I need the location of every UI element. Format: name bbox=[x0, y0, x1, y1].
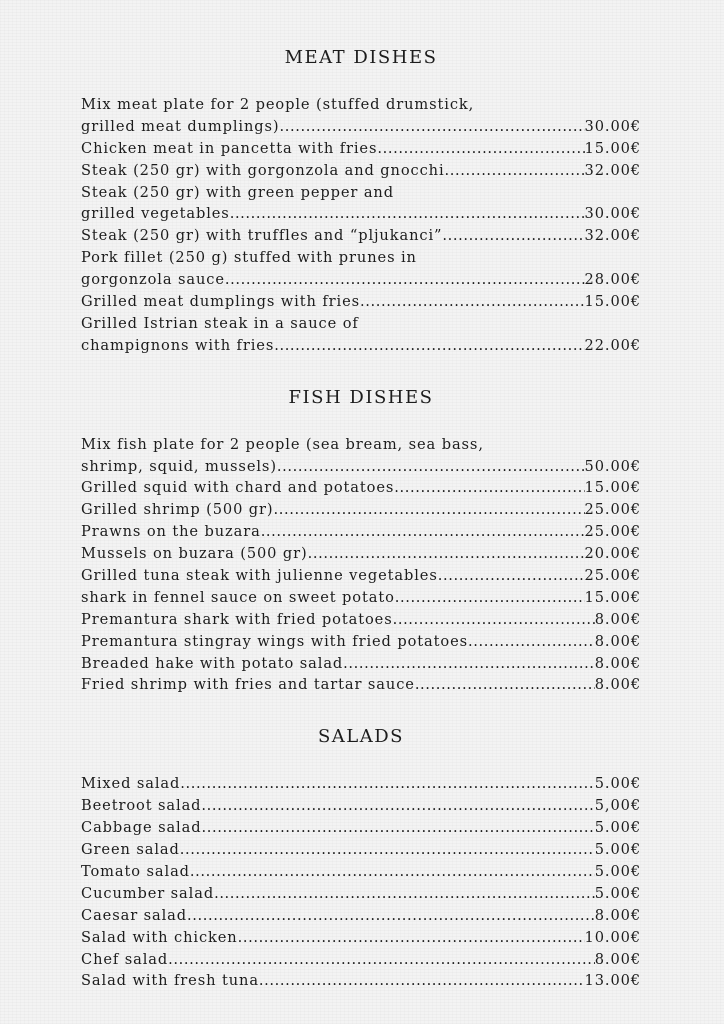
menu-item bbox=[81, 182, 641, 226]
menu-item-name: Mix meat plate for 2 people (stuffed drumstick, bbox=[81, 96, 475, 113]
menu-item-price: 25.00€ bbox=[584, 523, 641, 541]
menu-item bbox=[81, 861, 641, 883]
menu-item-price: 25.00€ bbox=[584, 501, 641, 519]
menu-item-name: grilled vegetables bbox=[81, 205, 230, 223]
menu-item-line-with-price bbox=[81, 653, 641, 675]
menu-item-line-with-price bbox=[81, 335, 641, 357]
menu-item-name: grilled meat dumplings) bbox=[81, 117, 280, 135]
dot-leader bbox=[438, 565, 585, 587]
menu-item bbox=[81, 817, 641, 839]
section-fish-dishes bbox=[81, 384, 641, 697]
dot-leader bbox=[308, 543, 585, 565]
dot-leader bbox=[238, 927, 585, 949]
menu-item bbox=[81, 949, 641, 971]
menu-item-price: 8.00€ bbox=[594, 676, 641, 694]
menu-item-line-with-price bbox=[81, 674, 641, 696]
menu-item-price: 5.00€ bbox=[594, 841, 641, 859]
menu-item bbox=[81, 477, 641, 499]
menu-item-name: Premantura stingray wings with fried potatoes bbox=[81, 632, 468, 650]
menu-item bbox=[81, 313, 641, 357]
menu-item-name: Premantura shark with fried potatoes bbox=[81, 610, 393, 628]
menu-item-line-with-price bbox=[81, 631, 641, 653]
menu-item-name: Breaded hake with potato salad bbox=[81, 654, 344, 672]
dot-leader bbox=[277, 456, 585, 478]
menu-item-line bbox=[81, 247, 641, 269]
menu-item-name: Green salad bbox=[81, 841, 180, 859]
menu-item-name: Salad with chicken bbox=[81, 928, 238, 946]
menu-item-price: 32.00€ bbox=[584, 227, 641, 245]
menu-item-price: 30.00€ bbox=[584, 117, 641, 135]
menu-item-price: 13.00€ bbox=[584, 972, 641, 990]
dot-leader bbox=[274, 499, 585, 521]
menu-item-name: Caesar salad bbox=[81, 906, 188, 924]
section-title: MEAT DISHES bbox=[284, 47, 438, 68]
dot-leader bbox=[394, 477, 584, 499]
menu-item-name: Cabbage salad bbox=[81, 819, 202, 837]
menu-item-name: shark in fennel sauce on sweet potato bbox=[81, 588, 395, 606]
section-meat-dishes bbox=[81, 44, 641, 357]
menu-item-line-with-price bbox=[81, 521, 641, 543]
menu-item bbox=[81, 565, 641, 587]
section-title: SALADS bbox=[317, 726, 405, 748]
menu-item-line-with-price bbox=[81, 905, 641, 927]
dot-leader bbox=[230, 203, 585, 225]
menu-item-name: Grilled tuna steak with julienne vegetables bbox=[81, 567, 438, 585]
menu-item-line-with-price bbox=[81, 861, 641, 883]
menu-item bbox=[81, 773, 641, 795]
dot-leader bbox=[274, 335, 584, 357]
dot-leader bbox=[214, 883, 595, 905]
menu-item-name: shrimp, squid, mussels) bbox=[81, 457, 277, 475]
menu-item-line-with-price bbox=[81, 269, 641, 291]
menu-item-name: Steak (250 gr) with green pepper and bbox=[81, 183, 394, 201]
menu-item-price: 8.00€ bbox=[594, 906, 641, 924]
menu-item-name: Pork fillet (250 g) stuffed with prunes in bbox=[81, 249, 417, 267]
dot-leader bbox=[225, 269, 585, 291]
menu-item-price: 8.00€ bbox=[594, 632, 641, 650]
menu-item bbox=[81, 94, 641, 138]
menu-item-name: Fried shrimp with fries and tartar sauce bbox=[81, 676, 415, 694]
menu-item-name: Cucumber salad bbox=[81, 884, 215, 902]
menu-item-price: 8.00€ bbox=[594, 610, 641, 628]
menu-item-line-with-price bbox=[81, 565, 641, 587]
menu-item-line bbox=[81, 182, 641, 204]
menu-item-price: 30.00€ bbox=[584, 205, 641, 223]
menu-item-line-with-price bbox=[81, 883, 641, 905]
menu-item-price: 5.00€ bbox=[594, 862, 641, 880]
menu-item-price: 5.00€ bbox=[594, 884, 641, 902]
menu-item-price: 5,00€ bbox=[594, 797, 641, 815]
menu-item-name: Grilled shrimp (500 gr) bbox=[81, 501, 274, 519]
section-title: FISH DISHES bbox=[288, 386, 434, 408]
menu-item-line-with-price bbox=[81, 203, 641, 225]
menu-item-line-with-price bbox=[81, 138, 641, 160]
dot-leader bbox=[377, 138, 584, 160]
menu-item bbox=[81, 883, 641, 905]
dot-leader bbox=[180, 839, 595, 861]
menu-item-name: gorgonzola sauce bbox=[81, 271, 225, 289]
menu-item-price: 10.00€ bbox=[584, 928, 641, 946]
dot-leader bbox=[442, 225, 584, 247]
menu-item bbox=[81, 499, 641, 521]
menu-item-line bbox=[81, 94, 641, 116]
menu-item-price: 8.00€ bbox=[594, 950, 641, 968]
dot-leader bbox=[468, 631, 595, 653]
menu-item-price: 32.00€ bbox=[584, 161, 641, 179]
menu-item bbox=[81, 674, 641, 696]
menu-item bbox=[81, 631, 641, 653]
dot-leader bbox=[415, 674, 595, 696]
menu-item-price: 25.00€ bbox=[584, 567, 641, 585]
menu-item bbox=[81, 927, 641, 949]
menu-item-line-with-price bbox=[81, 949, 641, 971]
dot-leader bbox=[360, 291, 585, 313]
menu-item-line bbox=[81, 434, 641, 456]
menu-item-line bbox=[81, 313, 641, 335]
menu-item bbox=[81, 225, 641, 247]
menu-item-line-with-price bbox=[81, 970, 641, 992]
menu-item-line-with-price bbox=[81, 225, 641, 247]
menu-item bbox=[81, 970, 641, 992]
menu-item-line-with-price bbox=[81, 587, 641, 609]
menu-item-price: 5.00€ bbox=[594, 819, 641, 837]
menu-item-name: Beetroot salad bbox=[81, 797, 202, 815]
menu-item-name: Prawns on the buzara bbox=[81, 523, 261, 541]
menu-item-price: 15.00€ bbox=[584, 293, 641, 311]
menu-item-name: champignons with fries bbox=[81, 336, 275, 354]
menu-page bbox=[81, 44, 641, 992]
menu-item-price: 50.00€ bbox=[584, 457, 641, 475]
menu-item-price: 28.00€ bbox=[584, 271, 641, 289]
menu-item-name: Mixed salad bbox=[81, 775, 181, 793]
dot-leader bbox=[259, 970, 585, 992]
menu-item-name: Grilled Istrian steak in a sauce of bbox=[81, 314, 359, 332]
items-list bbox=[81, 434, 641, 697]
items-list bbox=[81, 773, 641, 992]
menu-item-line-with-price bbox=[81, 839, 641, 861]
dot-leader bbox=[187, 905, 595, 927]
menu-item-name: Steak (250 gr) with truffles and “pljukanci” bbox=[81, 227, 443, 245]
menu-item-line-with-price bbox=[81, 116, 641, 138]
items-list bbox=[81, 94, 641, 357]
dot-leader bbox=[261, 521, 585, 543]
menu-item-name: Mix fish plate for 2 people (sea bream, sea bass, bbox=[81, 435, 484, 453]
menu-item bbox=[81, 138, 641, 160]
dot-leader bbox=[343, 653, 595, 675]
menu-item-name: Tomato salad bbox=[81, 862, 190, 880]
menu-item-name: Mussels on buzara (500 gr) bbox=[81, 545, 308, 563]
menu-item-line-with-price bbox=[81, 499, 641, 521]
menu-item-price: 15.00€ bbox=[584, 588, 641, 606]
menu-item bbox=[81, 160, 641, 182]
dot-leader bbox=[180, 773, 594, 795]
menu-item-name: Grilled meat dumplings with fries bbox=[81, 293, 360, 311]
section-salads bbox=[81, 723, 641, 992]
menu-item-price: 5.00€ bbox=[594, 775, 641, 793]
dot-leader bbox=[201, 795, 594, 817]
menu-item bbox=[81, 653, 641, 675]
dot-leader bbox=[280, 116, 585, 138]
menu-item-name: Chef salad bbox=[81, 950, 169, 968]
dot-leader bbox=[445, 160, 585, 182]
menu-item-price: 15.00€ bbox=[584, 139, 641, 157]
menu-item-name: Chicken meat in pancetta with fries bbox=[81, 139, 378, 157]
menu-item-line-with-price bbox=[81, 477, 641, 499]
menu-item-line-with-price bbox=[81, 817, 641, 839]
dot-leader bbox=[168, 949, 595, 971]
menu-item bbox=[81, 795, 641, 817]
menu-item bbox=[81, 587, 641, 609]
menu-item-line-with-price bbox=[81, 773, 641, 795]
menu-item-line-with-price bbox=[81, 609, 641, 631]
menu-item-name: Salad with fresh tuna bbox=[81, 972, 259, 990]
menu-item bbox=[81, 543, 641, 565]
menu-item bbox=[81, 609, 641, 631]
menu-item bbox=[81, 839, 641, 861]
menu-item-line-with-price bbox=[81, 927, 641, 949]
menu-item-line-with-price bbox=[81, 795, 641, 817]
menu-item bbox=[81, 247, 641, 291]
menu-item-price: 20.00€ bbox=[584, 545, 641, 563]
menu-item-line-with-price bbox=[81, 543, 641, 565]
menu-item-name: Steak (250 gr) with gorgonzola and gnocchi bbox=[81, 161, 445, 179]
dot-leader bbox=[190, 861, 595, 883]
menu-item bbox=[81, 291, 641, 313]
menu-item-name: Grilled squid with chard and potatoes bbox=[81, 479, 395, 497]
dot-leader bbox=[201, 817, 594, 839]
dot-leader bbox=[393, 609, 595, 631]
dot-leader bbox=[395, 587, 585, 609]
menu-item-price: 15.00€ bbox=[584, 479, 641, 497]
menu-item-price: 8.00€ bbox=[594, 654, 641, 672]
menu-item bbox=[81, 434, 641, 478]
menu-item-line-with-price bbox=[81, 456, 641, 478]
menu-item-line-with-price bbox=[81, 291, 641, 313]
menu-item-price: 22.00€ bbox=[584, 336, 641, 354]
menu-item bbox=[81, 905, 641, 927]
menu-item bbox=[81, 521, 641, 543]
menu-item-line-with-price bbox=[81, 160, 641, 182]
